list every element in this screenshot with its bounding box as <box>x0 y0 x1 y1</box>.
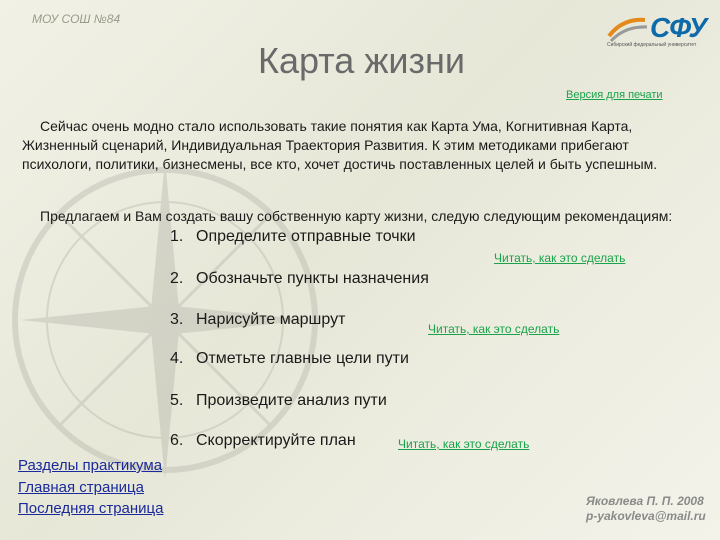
step-1 <box>170 228 416 246</box>
nav-link-home[interactable]: Главная страница <box>18 479 144 496</box>
step-5 <box>170 392 387 410</box>
logo-swoosh-icon <box>605 14 649 44</box>
nav-link-sections[interactable]: Разделы практикума <box>18 457 163 474</box>
author-email: p-yakovleva@mail.ru <box>586 509 706 523</box>
howto-link-step-1[interactable]: Читать, как это сделать <box>494 251 626 265</box>
step-text: Определите отправные точки <box>196 228 416 245</box>
step-number: 6. <box>170 432 184 449</box>
recommendation-paragraph: Предлагаем и Вам создать вашу собственную карту жизни, следую следующим рекомендациям: <box>40 208 673 224</box>
howto-link-step-6[interactable]: Читать, как это сделать <box>398 437 530 451</box>
step-number: 5. <box>170 392 184 409</box>
step-4 <box>170 350 409 368</box>
nav-link-last-page[interactable]: Последняя страница <box>18 500 164 517</box>
step-number: 3. <box>170 311 184 328</box>
step-text: Произведите анализ пути <box>196 392 387 409</box>
step-3 <box>170 311 345 329</box>
step-text: Отметьте главные цели пути <box>196 350 409 367</box>
logo-text: СФУ <box>650 12 707 43</box>
sfu-logo <box>605 12 705 52</box>
school-name: МОУ СОШ №84 <box>32 12 121 26</box>
author-signature <box>586 494 706 524</box>
logo-subtitle: Сибирский федеральный университет <box>607 42 697 48</box>
print-version-link[interactable]: Версия для печати <box>566 89 663 101</box>
step-number: 1. <box>170 228 184 245</box>
page-title: Карта жизни <box>258 40 466 81</box>
step-number: 4. <box>170 350 184 367</box>
howto-link-step-3[interactable]: Читать, как это сделать <box>428 322 560 336</box>
step-text: Обозначьте пункты назначения <box>196 270 429 287</box>
step-6 <box>170 432 356 450</box>
author-name: Яковлева П. П. 2008 <box>586 494 704 508</box>
step-text: Нарисуйте маршрут <box>196 311 346 328</box>
step-number: 2. <box>170 270 184 287</box>
step-text: Скорректируйте план <box>196 432 356 449</box>
step-2 <box>170 270 429 288</box>
intro-paragraph: Сейчас очень модно стало использовать такие понятия как Карта Ума, Когнитивная Карта, Жизненный сценарий, Индивидуальная Траектория Развития. К этим методиками прибегают психологи, политики, бизнесмены, все кто, хочет достичь поставленных целей и быть успешным. <box>22 118 658 172</box>
